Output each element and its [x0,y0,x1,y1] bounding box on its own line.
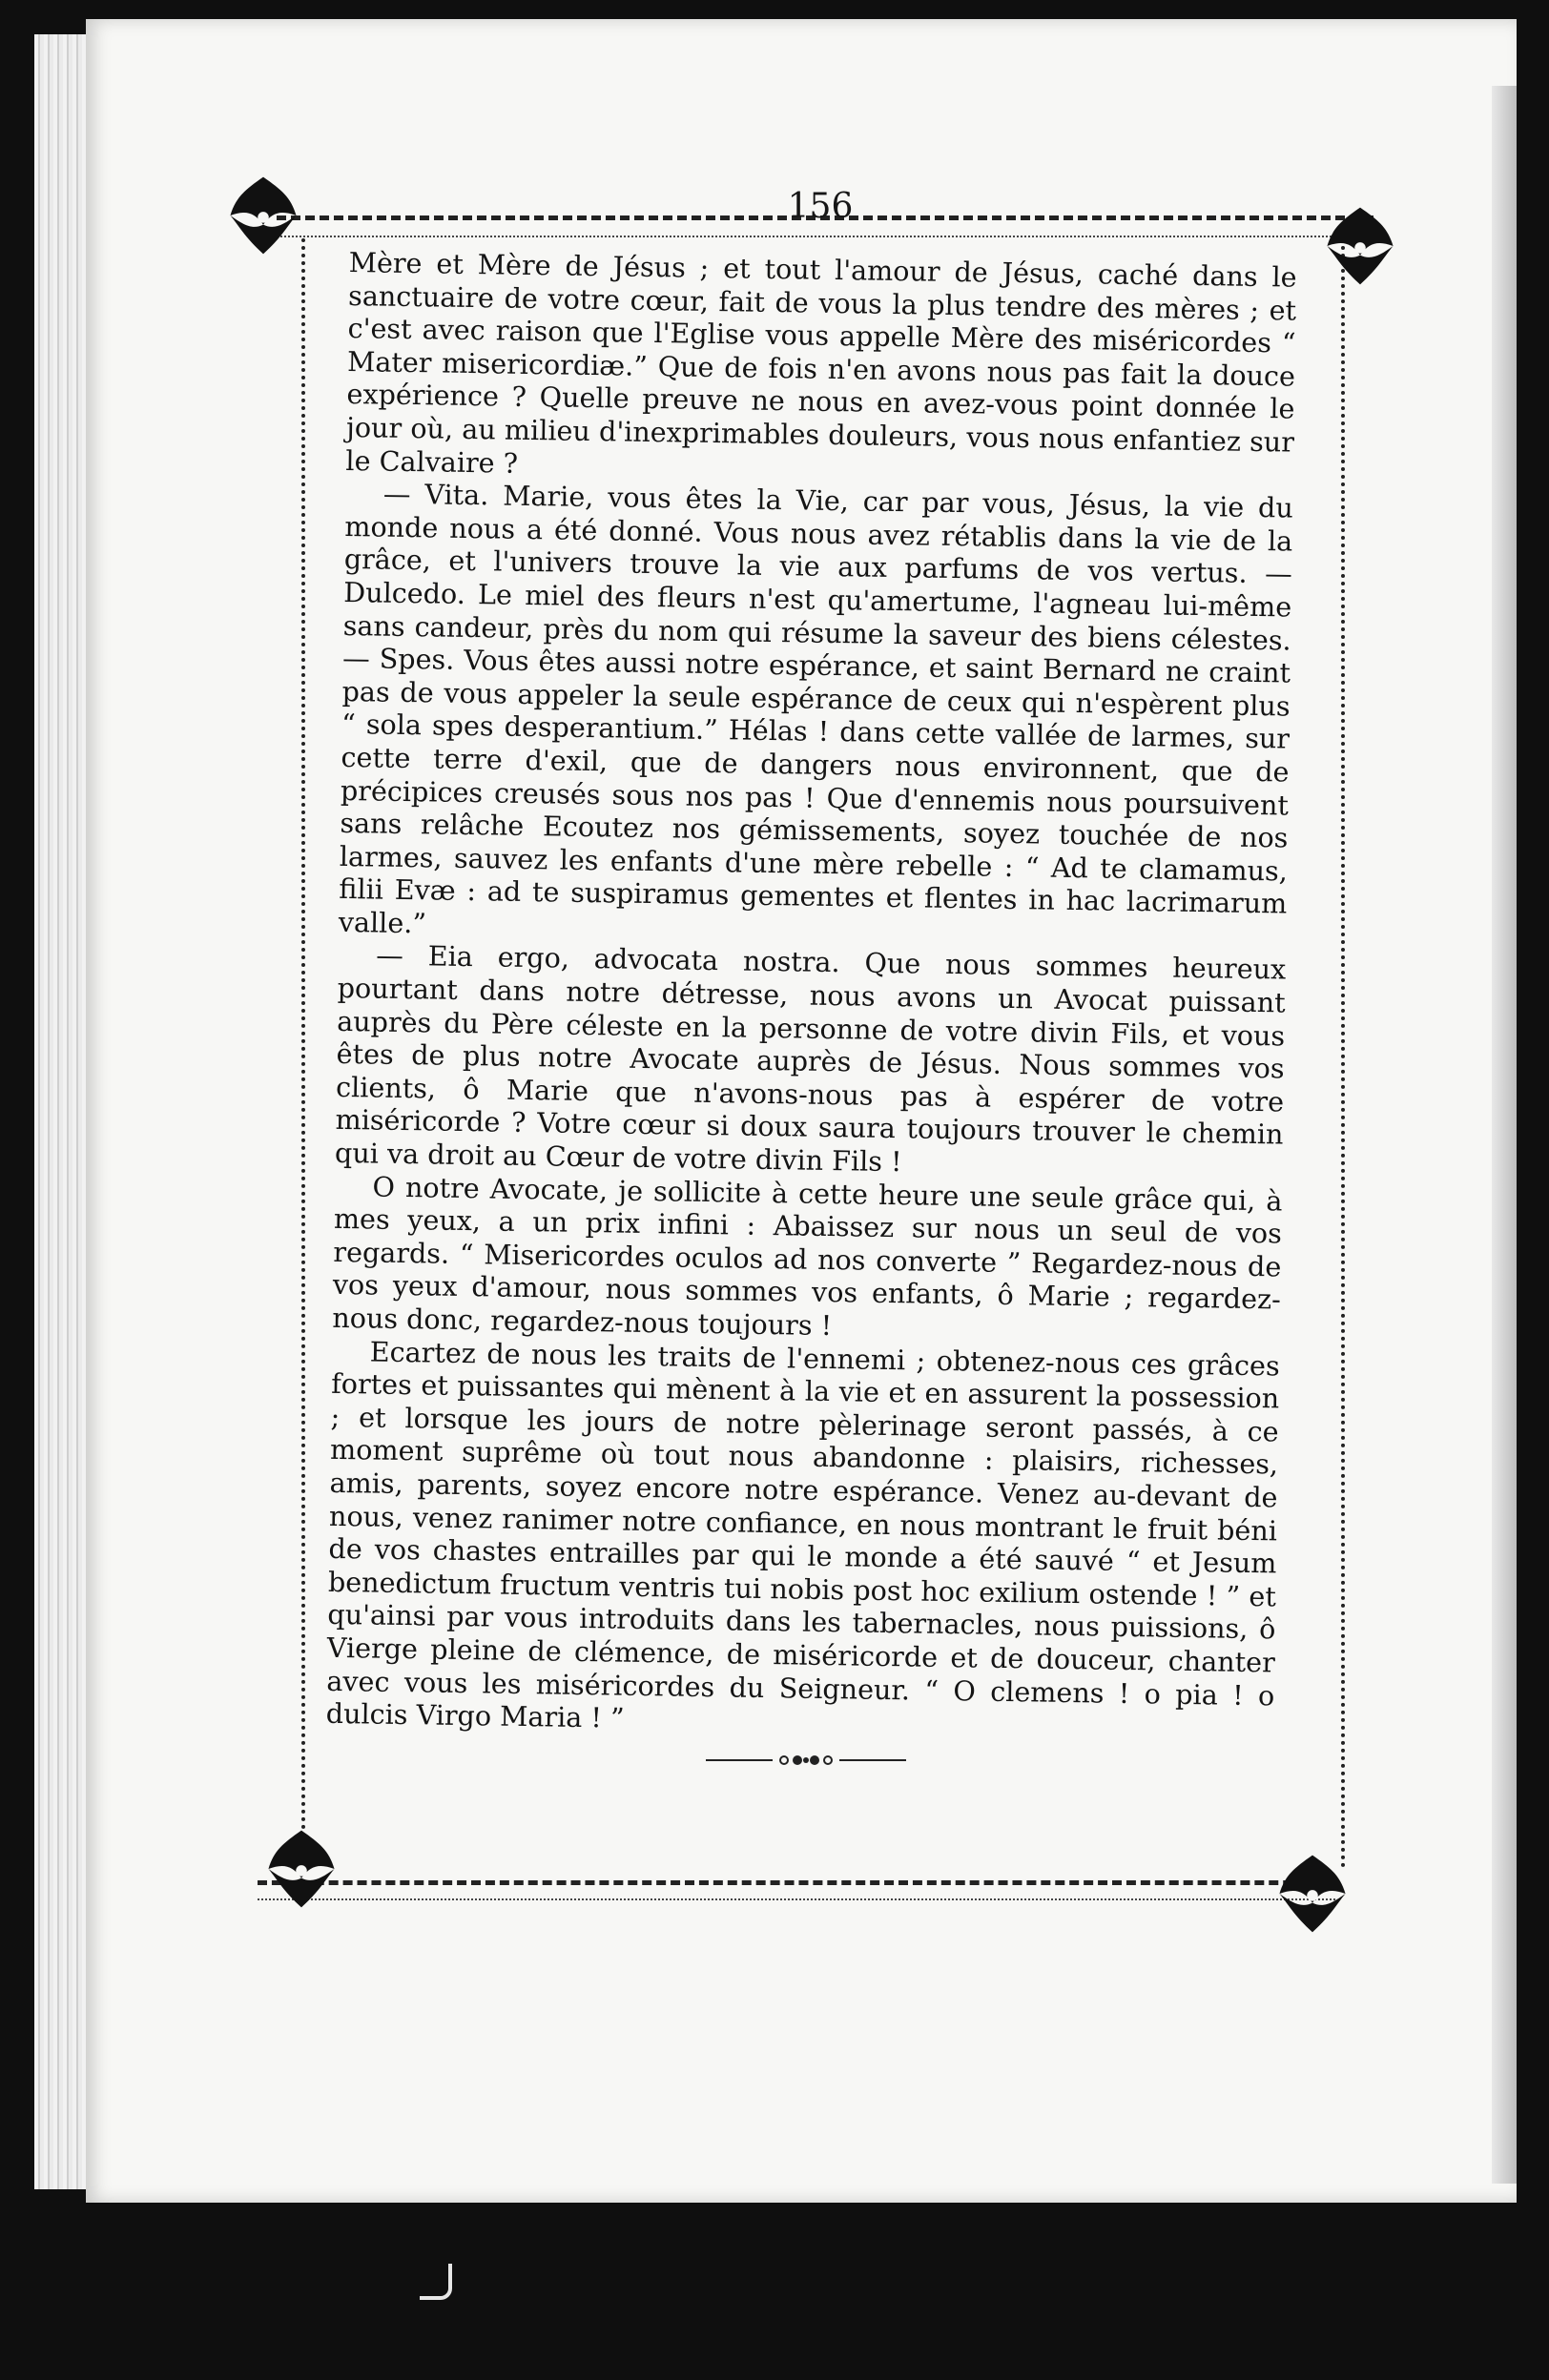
dingbat-rule-icon [706,1751,906,1770]
scan-artifact [420,2264,452,2300]
leaf-ornament-icon [256,1823,347,1915]
leaf-ornament-icon [217,170,309,261]
page-edge-shadow [1492,86,1517,2184]
paragraph: Mère et Mère de Jésus ; et tout l'amour de Jésus, caché dans le sanctuaire de votre cœur, fait de vous la plus tendre des mères ; et c'est avec raison que l'Eglise vous appelle Mère des miséricordes “ Mater misericordiæ.” Que de fois n'en avons nous pas fait la douce expérience ? Quelle preuve ne nous en avez-vous point donnée le jour où, au milieu d'inexprimables douleurs, vous nous enfantiez sur le Calvaire ? [345,246,1297,480]
paragraph: Ecartez de nous les traits de l'ennemi ; obtenez-nous ces grâces fortes et puissantes qui mènent à la vie et en assurent la possession ; et lorsque les jours de notre pèlerinage seront passés, à ce moment suprême où tout nous abandonne : plaisirs, richesses, amis, parents, soyez encore notre espérance. Venez au-devant de nous, venez ranimer notre confiance, en nous montrant le fruit béni de vos chastes entrailles par qui le monde a été sauvé “ et Jesum benedictum fructum ventris tui nobis post hoc exilium ostende ! ” et qu'ainsi par vous introduits dans les tabernacles, nous puissions, ô Vierge pleine de clémence, de miséricorde et de douceur, chanter avec vous les miséricordes du Seigneur. “ O clemens ! o pia ! o dulcis Virgo Maria ! ” [325,1335,1280,1734]
paragraph: O notre Avocate, je sollicite à cette heure une seule grâce qui, à mes yeux, a un prix infini : Abaissez sur nous un seul de vos regards. “ Misericordes oculos ad nos converte ” Regardez-nous de vos yeux d'amour, nous sommes vos enfants, ô Marie ; regardez-nous donc, regardez-nous toujours ! [332,1170,1283,1343]
paragraph: — Vita. Marie, vous êtes la Vie, car par vous, Jésus, la vie du monde nous a été donné. Vous nous avez rétablis dans la vie de la grâce, et l'univers trouve la vie aux parfums de vos vertus. — Dulcedo. Le miel des fleurs n'est qu'amertume, l'agneau lui-même sans candeur, près du nom qui résume la saveur des biens célestes. — Spes. Vous êtes aussi notre espérance, et saint Bernard ne craint pas de vous appeler la seule espérance de ceux qui n'espèrent plus “ sola spes desperantium.” Hélas ! dans cette vallée de larmes, sur cette terre d'exil, que de dangers nous environnent, que de précipices creusés sous nos pas ! Que d'ennemis nous poursuivent sans relâche Ecoutez nos gémissements, soyez touchée de nos larmes, sauvez les enfants d'une mère rebelle : “ Ad te clamamus, filii Evæ : ad te suspiramus gementes et flentes in hac lacrimarum valle.” [338,477,1294,940]
leaf-ornament-icon [1267,1848,1358,1939]
frame-bottom-border [258,1880,1335,1900]
leaf-ornament-icon [1314,200,1406,292]
book-page-stack [34,34,92,2189]
paragraph: — Eia ergo, advocata nostra. Que nous sommes heureux pourtant dans notre détresse, nous avons un Avocat puissant auprès du Père céleste en la personne de votre divin Fils, et vous êtes de plus notre Avocate auprès de Jésus. Nous sommes vos clients, ô Marie que n'avons-nous pas à espérer de votre miséricorde ? Votre cœur si doux saura toujours trouver le chemin qui va droit au Cœur de votre divin Fils ! [334,939,1287,1179]
frame-right-border [1326,238,1345,1869]
frame-left-border [301,238,320,1869]
page-number: 156 [787,187,854,226]
body-text [326,246,1297,1745]
